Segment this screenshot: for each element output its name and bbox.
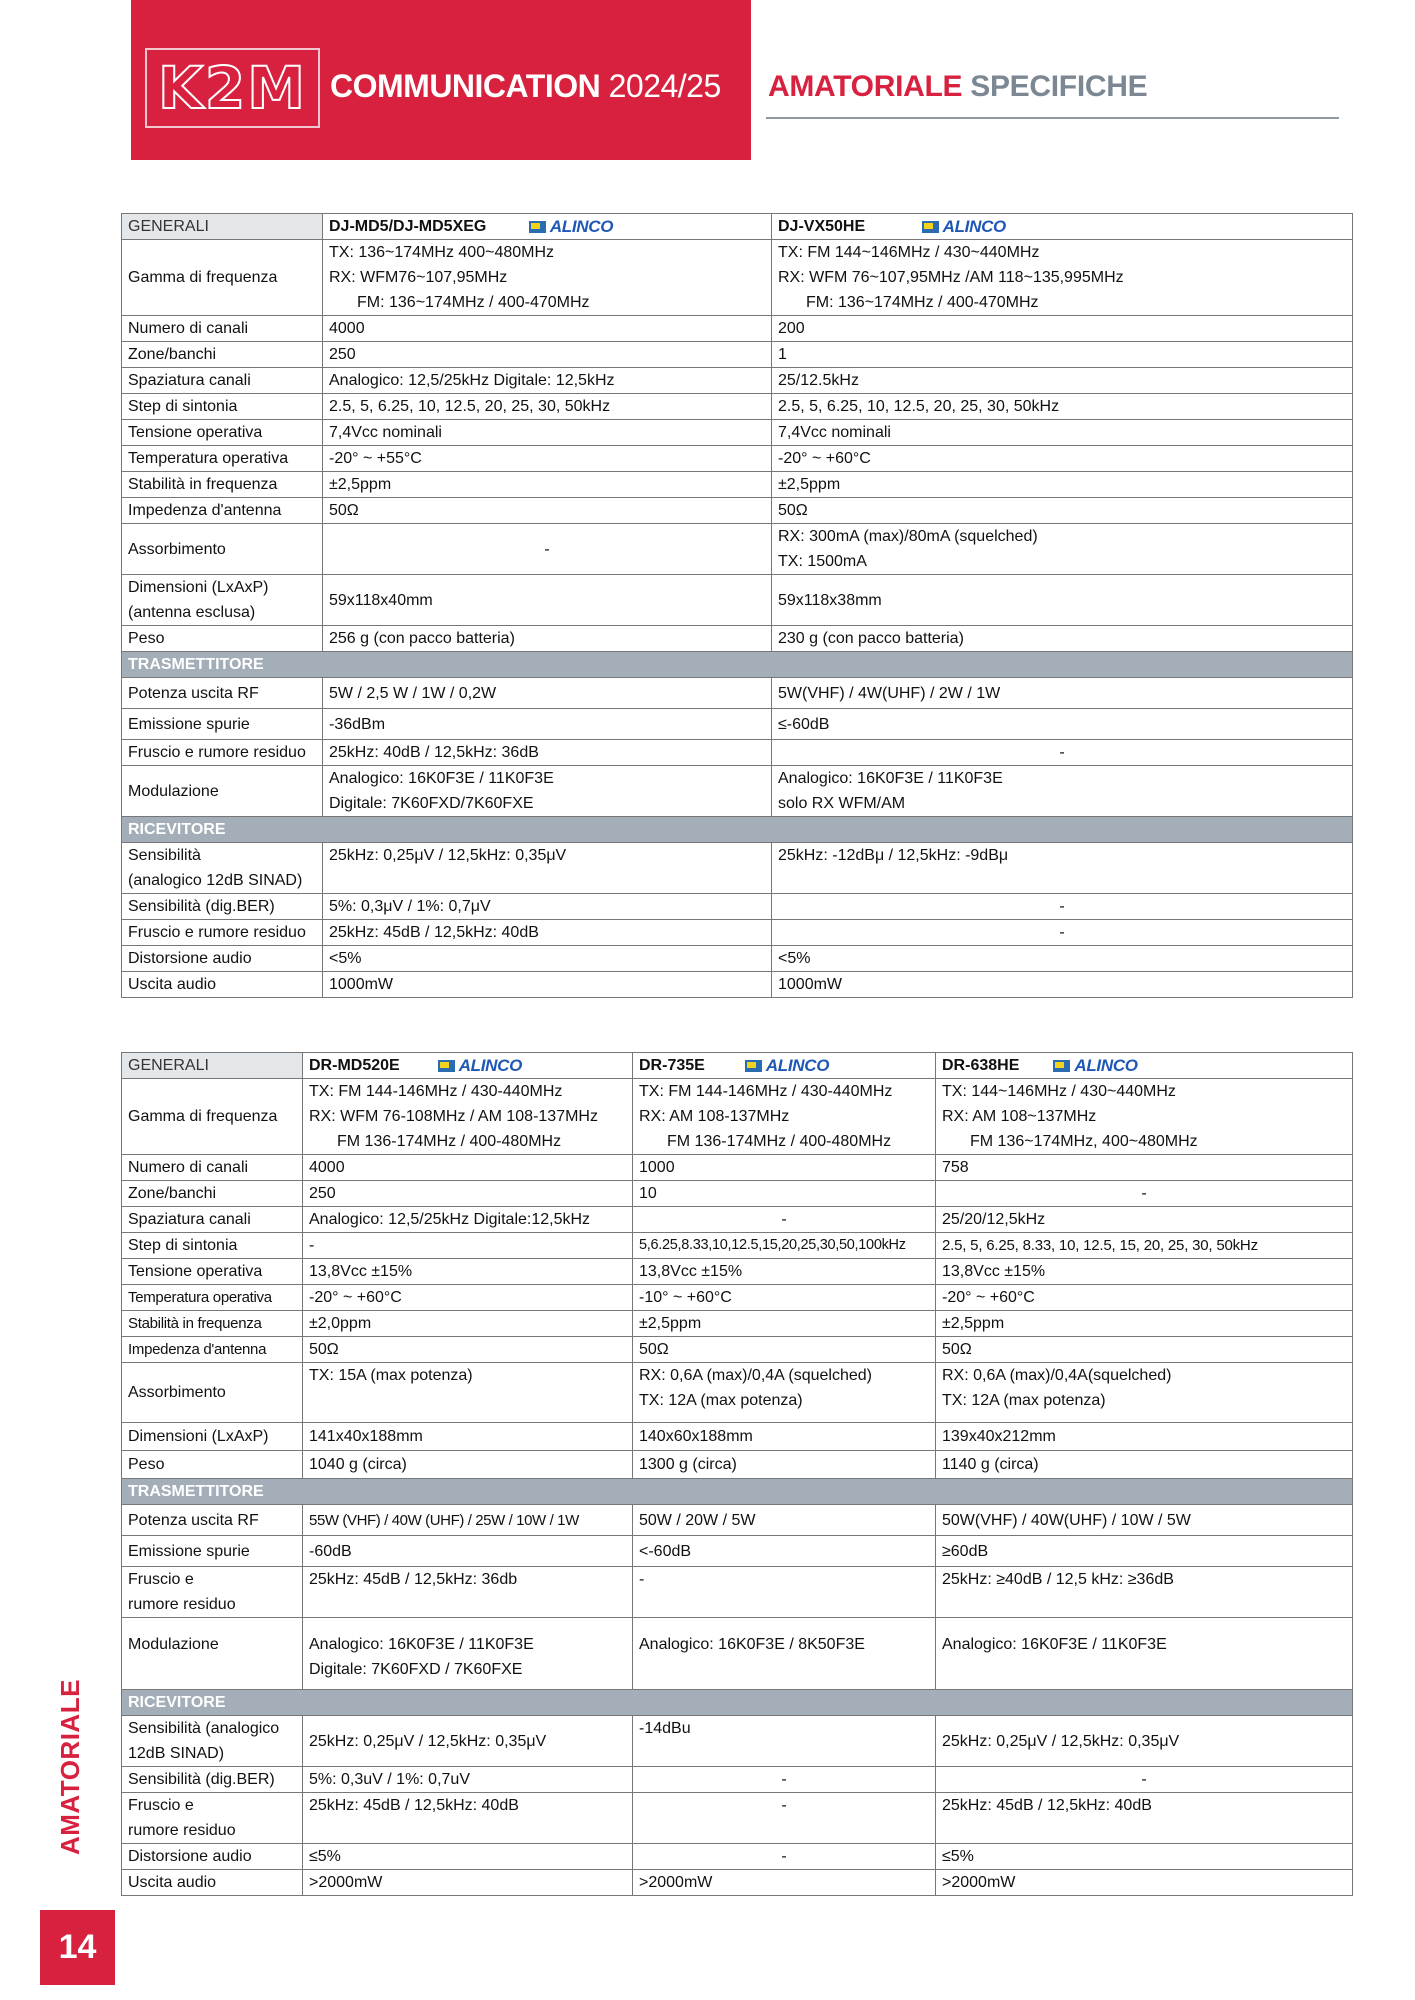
cell: 758 <box>936 1155 1353 1181</box>
cell: 13,8Vcc ±15% <box>936 1259 1353 1285</box>
cell: 140x60x188mm <box>633 1423 936 1451</box>
cell-line: RX: WFM 76~107,95MHz /AM 118~135,995MHz <box>778 269 1124 287</box>
cell: 50Ω <box>323 498 772 524</box>
brand-title-text: COMMUNICATION <box>330 68 601 104</box>
table-row <box>122 1844 1353 1870</box>
cell-line: Sensibilità <box>128 847 201 865</box>
cell: 1300 g (circa) <box>633 1451 936 1479</box>
cell: - <box>936 1181 1353 1207</box>
model-header <box>936 1053 1353 1079</box>
alinco-logo: ALINCO <box>922 214 1006 239</box>
cell: -20° ~ +55°C <box>323 446 772 472</box>
row-label: Fruscio e rumore residuo <box>122 740 323 766</box>
row-label: Assorbimento <box>122 1363 303 1423</box>
row-label: Potenza uscita RF <box>122 1505 303 1536</box>
table-row <box>122 394 1353 420</box>
table-row <box>122 524 1353 575</box>
cell <box>323 766 772 817</box>
table-row <box>122 1618 1353 1690</box>
table-row <box>122 342 1353 368</box>
model-name: DR-638HE <box>942 1057 1020 1074</box>
table-row <box>122 1870 1353 1896</box>
cell-line: RX: WFM76~107,95MHz <box>329 269 508 287</box>
table-row <box>122 972 1353 998</box>
cell: >2000mW <box>633 1870 936 1896</box>
cell: - <box>936 1767 1353 1793</box>
cell: 25kHz: 45dB / 12,5kHz: 40dB <box>323 920 772 946</box>
cell: ±2,5ppm <box>633 1311 936 1337</box>
table-row <box>122 766 1353 817</box>
row-label: Zone/banchi <box>122 342 323 368</box>
cell-line: Analogico: 16K0F3E / 11K0F3E <box>942 1636 1167 1654</box>
table-header-row <box>122 214 1353 240</box>
alinco-flag-icon <box>745 1060 762 1072</box>
table-row <box>122 843 1353 894</box>
cell: - <box>772 894 1353 920</box>
cell <box>772 240 1353 316</box>
cell: 10 <box>633 1181 936 1207</box>
cell: 13,8Vcc ±15% <box>303 1259 633 1285</box>
row-label: Sensibilità (dig.BER) <box>122 1767 303 1793</box>
cell <box>936 1079 1353 1155</box>
row-label: Numero di canali <box>122 1155 303 1181</box>
cell-line: Analogico: 16K0F3E / 11K0F3E <box>309 1636 534 1654</box>
cell-line: RX: AM 108-137MHz <box>639 1108 790 1126</box>
cell: -14dBu <box>633 1716 936 1767</box>
cell: -20° ~ +60°C <box>772 446 1353 472</box>
table-row <box>122 240 1353 316</box>
table-row <box>122 1716 1353 1767</box>
cell: <5% <box>323 946 772 972</box>
table-row <box>122 740 1353 766</box>
cell: ±2,0ppm <box>303 1311 633 1337</box>
cell-line: rumore residuo <box>128 1596 236 1614</box>
model-name: DJ-MD5/DJ-MD5XEG <box>329 218 487 235</box>
cell: 200 <box>772 316 1353 342</box>
section-header-transmitter: TRASMETTITORE <box>122 1479 1353 1505</box>
cell: -36dBm <box>323 709 772 740</box>
cell: -20° ~ +60°C <box>303 1285 633 1311</box>
cell-line: TX: 15A (max potenza) <box>309 1367 473 1385</box>
cell: 4000 <box>303 1155 633 1181</box>
model-name: DR-735E <box>639 1057 705 1074</box>
row-label: Distorsione audio <box>122 1844 303 1870</box>
cell-line: Digitale: 7K60FXD / 7K60FXE <box>309 1661 523 1679</box>
cell: - <box>772 920 1353 946</box>
table-row <box>122 1337 1353 1363</box>
row-label: Emissione spurie <box>122 1536 303 1567</box>
cell-line: 12dB SINAD) <box>128 1745 225 1763</box>
table-row <box>122 420 1353 446</box>
table-row <box>122 946 1353 972</box>
cell: ≥60dB <box>936 1536 1353 1567</box>
cell <box>772 524 1353 575</box>
cell: ±2,5ppm <box>936 1311 1353 1337</box>
k2m-logo <box>145 48 320 128</box>
table-row <box>122 1793 1353 1844</box>
row-label: Potenza uscita RF <box>122 678 323 709</box>
cell: 25/12.5kHz <box>772 368 1353 394</box>
cell: 25kHz: 45dB / 12,5kHz: 40dB <box>936 1793 1353 1844</box>
cell: 59x118x40mm <box>323 575 772 626</box>
section-header-row <box>122 652 1353 678</box>
table-row <box>122 472 1353 498</box>
cell: - <box>303 1233 633 1259</box>
cell: - <box>633 1567 936 1618</box>
table-row <box>122 894 1353 920</box>
cell: 256 g (con pacco batteria) <box>323 626 772 652</box>
cell: 5%: 0,3uV / 1%: 0,7uV <box>303 1767 633 1793</box>
cell: Analogico: 12,5/25kHz Digitale: 12,5kHz <box>323 368 772 394</box>
table-header-row <box>122 1053 1353 1079</box>
cell: ±2,5ppm <box>323 472 772 498</box>
cell: 139x40x212mm <box>936 1423 1353 1451</box>
general-label: GENERALI <box>122 1053 303 1079</box>
row-label: Modulazione <box>122 766 323 817</box>
model-header <box>323 214 772 240</box>
cell: 50W(VHF) / 40W(UHF) / 10W / 5W <box>936 1505 1353 1536</box>
cell-line: TX: 12A (max potenza) <box>942 1392 1106 1410</box>
section-header-row <box>122 817 1353 843</box>
section-title-sub: SPECIFICHE <box>970 70 1148 103</box>
row-label: Sensibilità (dig.BER) <box>122 894 323 920</box>
row-label: Impedenza d'antenna <box>122 1337 303 1363</box>
cell: 50Ω <box>303 1337 633 1363</box>
header-banner <box>131 0 751 160</box>
table-row <box>122 1505 1353 1536</box>
cell: ≤-60dB <box>772 709 1353 740</box>
cell: 1000 <box>633 1155 936 1181</box>
table-row <box>122 498 1353 524</box>
table-row <box>122 1155 1353 1181</box>
model-header <box>772 214 1353 240</box>
cell-line: Analogico: 16K0F3E / 8K50F3E <box>639 1636 865 1654</box>
table-row <box>122 1259 1353 1285</box>
row-label <box>122 1793 303 1844</box>
table-row <box>122 1451 1353 1479</box>
cell: Analogico: 12,5/25kHz Digitale:12,5kHz <box>303 1207 633 1233</box>
cell-line: Fruscio e <box>128 1797 194 1815</box>
row-label <box>122 1567 303 1618</box>
cell: 55W (VHF) / 40W (UHF) / 25W / 10W / 1W <box>303 1505 633 1536</box>
cell: - <box>633 1207 936 1233</box>
table-row <box>122 678 1353 709</box>
row-label <box>122 575 323 626</box>
alinco-logo: ALINCO <box>745 1053 829 1078</box>
row-label: Zone/banchi <box>122 1181 303 1207</box>
row-label: Step di sintonia <box>122 394 323 420</box>
table-row <box>122 626 1353 652</box>
cell-line: TX: 12A (max potenza) <box>639 1392 803 1410</box>
model-header <box>303 1053 633 1079</box>
table-row <box>122 575 1353 626</box>
alinco-flag-icon <box>922 221 939 233</box>
alinco-logo: ALINCO <box>438 1053 522 1078</box>
cell: -10° ~ +60°C <box>633 1285 936 1311</box>
cell: 250 <box>303 1181 633 1207</box>
row-label: Impedenza d'antenna <box>122 498 323 524</box>
row-label: Stabilità in frequenza <box>122 472 323 498</box>
cell <box>323 240 772 316</box>
cell: ≤5% <box>936 1844 1353 1870</box>
cell-line: TX: 1500mA <box>778 553 867 571</box>
table-row <box>122 1207 1353 1233</box>
cell: 50W / 20W / 5W <box>633 1505 936 1536</box>
cell-line: Digitale: 7K60FXD/7K60FXE <box>329 795 534 813</box>
cell <box>633 1079 936 1155</box>
alinco-logo: ALINCO <box>529 214 613 239</box>
cell-line: TX: FM 144-146MHz / 430-440MHz <box>639 1083 893 1101</box>
cell: >2000mW <box>936 1870 1353 1896</box>
cell: 5W(VHF) / 4W(UHF) / 2W / 1W <box>772 678 1353 709</box>
table-row <box>122 1181 1353 1207</box>
row-label <box>122 843 323 894</box>
row-label: Fruscio e rumore residuo <box>122 920 323 946</box>
cell: 50Ω <box>936 1337 1353 1363</box>
cell: 141x40x188mm <box>303 1423 633 1451</box>
cell-line: RX: 0,6A (max)/0,4A(squelched) <box>942 1367 1172 1385</box>
row-label: Gamma di frequenza <box>122 240 323 316</box>
cell: 25kHz: 0,25μV / 12,5kHz: 0,35μV <box>303 1716 633 1767</box>
table-row <box>122 1363 1353 1423</box>
model-name: DJ-VX50HE <box>778 218 866 235</box>
row-label: Temperatura operativa <box>122 1285 303 1311</box>
cell: 5,6.25,8.33,10,12.5,15,20,25,30,50,100kHz <box>633 1233 936 1259</box>
cell: - <box>323 524 772 575</box>
table-row <box>122 316 1353 342</box>
spec-table-handhelds <box>121 213 1353 998</box>
cell: 7,4Vcc nominali <box>772 420 1353 446</box>
cell: - <box>633 1844 936 1870</box>
cell-line: Sensibilità (analogico <box>128 1720 280 1738</box>
cell: - <box>633 1767 936 1793</box>
cell <box>772 766 1353 817</box>
cell <box>303 1079 633 1155</box>
cell: - <box>633 1793 936 1844</box>
cell: >2000mW <box>303 1870 633 1896</box>
row-label: Distorsione audio <box>122 946 323 972</box>
logo-text: K2M <box>157 54 308 122</box>
cell-line: FM: 136~174MHz / 400-470MHz <box>357 294 590 312</box>
row-label: Modulazione <box>122 1618 303 1690</box>
cell: 5W / 2,5 W / 1W / 0,2W <box>323 678 772 709</box>
row-label: Temperatura operativa <box>122 446 323 472</box>
cell: 7,4Vcc nominali <box>323 420 772 446</box>
model-header <box>633 1053 936 1079</box>
table-row <box>122 1285 1353 1311</box>
table-row <box>122 709 1353 740</box>
alinco-flag-icon <box>529 221 546 233</box>
row-label: Uscita audio <box>122 1870 303 1896</box>
cell-line: RX: 0,6A (max)/0,4A (squelched) <box>639 1367 872 1385</box>
cell: 50Ω <box>633 1337 936 1363</box>
cell: 4000 <box>323 316 772 342</box>
table-row <box>122 1079 1353 1155</box>
cell <box>633 1363 936 1423</box>
row-label: Step di sintonia <box>122 1233 303 1259</box>
cell: 1040 g (circa) <box>303 1451 633 1479</box>
section-header-row <box>122 1479 1353 1505</box>
table-row <box>122 1311 1353 1337</box>
cell: 230 g (con pacco batteria) <box>772 626 1353 652</box>
cell-line: FM 136-174MHz / 400-480MHz <box>337 1133 562 1151</box>
row-label: Emissione spurie <box>122 709 323 740</box>
cell <box>633 1618 936 1690</box>
row-label: Tensione operativa <box>122 420 323 446</box>
cell: 25kHz: 45dB / 12,5kHz: 36db <box>303 1567 633 1618</box>
cell-line: solo RX WFM/AM <box>778 795 906 813</box>
cell-line: (antenna esclusa) <box>128 604 256 622</box>
cell: 1140 g (circa) <box>936 1451 1353 1479</box>
row-label: Spaziatura canali <box>122 368 323 394</box>
cell: 2.5, 5, 6.25, 8.33, 10, 12.5, 15, 20, 25, 30, 50kHz <box>936 1233 1353 1259</box>
table-row <box>122 446 1353 472</box>
cell: 25kHz: 0,25μV / 12,5kHz: 0,35μV <box>936 1716 1353 1767</box>
cell-line: (analogico 12dB SINAD) <box>128 872 303 890</box>
cell: - <box>772 740 1353 766</box>
cell: 25kHz: ≥40dB / 12,5 kHz: ≥36dB <box>936 1567 1353 1618</box>
cell-line: Analogico: 16K0F3E / 11K0F3E <box>778 770 1003 788</box>
cell <box>936 1618 1353 1690</box>
row-label: Stabilità in frequenza <box>122 1311 303 1337</box>
row-label: Tensione operativa <box>122 1259 303 1285</box>
table-row <box>122 368 1353 394</box>
header-divider <box>766 117 1339 119</box>
cell: 59x118x38mm <box>772 575 1353 626</box>
row-label: Uscita audio <box>122 972 323 998</box>
cell-line: TX: 136~174MHz 400~480MHz <box>329 244 555 262</box>
cell: 2.5, 5, 6.25, 10, 12.5, 20, 25, 30, 50kHz <box>323 394 772 420</box>
row-label: Spaziatura canali <box>122 1207 303 1233</box>
table-row <box>122 1233 1353 1259</box>
row-label: Peso <box>122 626 323 652</box>
row-label: Assorbimento <box>122 524 323 575</box>
cell: 25kHz: 45dB / 12,5kHz: 40dB <box>303 1793 633 1844</box>
cell: 25/20/12,5kHz <box>936 1207 1353 1233</box>
cell-line: RX: WFM 76-108MHz / AM 108-137MHz <box>309 1108 598 1126</box>
cell-line: TX: FM 144-146MHz / 430-440MHz <box>309 1083 563 1101</box>
cell-line: TX: FM 144~146MHz / 430~440MHz <box>778 244 1040 262</box>
cell: ≤5% <box>303 1844 633 1870</box>
row-label: Gamma di frequenza <box>122 1079 303 1155</box>
cell: 1000mW <box>772 972 1353 998</box>
table-row <box>122 1536 1353 1567</box>
cell: 25kHz: 0,25μV / 12,5kHz: 0,35μV <box>323 843 772 894</box>
table-row <box>122 1423 1353 1451</box>
row-label <box>122 1716 303 1767</box>
section-header-row <box>122 1690 1353 1716</box>
alinco-logo: ALINCO <box>1053 1053 1137 1078</box>
brand-year: 2024/25 <box>608 68 721 104</box>
cell-line: TX: 144~146MHz / 430~440MHz <box>942 1083 1176 1101</box>
table-row <box>122 920 1353 946</box>
cell: <5% <box>772 946 1353 972</box>
cell: -60dB <box>303 1536 633 1567</box>
cell: 5%: 0,3μV / 1%: 0,7μV <box>323 894 772 920</box>
cell: 1 <box>772 342 1353 368</box>
cell: -20° ~ +60°C <box>936 1285 1353 1311</box>
cell <box>936 1363 1353 1423</box>
page-number: 14 <box>40 1910 115 1985</box>
cell-line: Fruscio e <box>128 1571 194 1589</box>
cell-line: FM 136-174MHz / 400-480MHz <box>667 1133 892 1151</box>
brand-title <box>330 68 721 105</box>
spec-table-mobiles <box>121 1052 1353 1896</box>
cell: 250 <box>323 342 772 368</box>
row-label: Dimensioni (LxAxP) <box>122 1423 303 1451</box>
cell: 25kHz: 40dB / 12,5kHz: 36dB <box>323 740 772 766</box>
cell <box>303 1363 633 1423</box>
cell: 1000mW <box>323 972 772 998</box>
cell-line: Dimensioni (LxAxP) <box>128 579 269 597</box>
cell <box>303 1618 633 1690</box>
model-name: DR-MD520E <box>309 1057 400 1074</box>
row-label: Numero di canali <box>122 316 323 342</box>
row-label: Peso <box>122 1451 303 1479</box>
alinco-flag-icon <box>438 1060 455 1072</box>
cell: 50Ω <box>772 498 1353 524</box>
side-section-label: AMATORIALE <box>55 1679 85 1855</box>
cell-line: FM: 136~174MHz / 400-470MHz <box>806 294 1039 312</box>
table-row <box>122 1567 1353 1618</box>
section-header-transmitter: TRASMETTITORE <box>122 652 1353 678</box>
cell-line: RX: 300mA (max)/80mA (squelched) <box>778 528 1038 546</box>
cell-line: RX: AM 108~137MHz <box>942 1108 1097 1126</box>
section-title <box>768 70 1147 104</box>
cell: 13,8Vcc ±15% <box>633 1259 936 1285</box>
table-row <box>122 1767 1353 1793</box>
cell: ±2,5ppm <box>772 472 1353 498</box>
alinco-flag-icon <box>1053 1060 1070 1072</box>
section-title-main: AMATORIALE <box>768 70 963 103</box>
cell: 25kHz: -12dBμ / 12,5kHz: -9dBμ <box>772 843 1353 894</box>
section-header-receiver: RICEVITORE <box>122 817 1353 843</box>
section-header-receiver: RICEVITORE <box>122 1690 1353 1716</box>
general-label: GENERALI <box>122 214 323 240</box>
cell-line: rumore residuo <box>128 1822 236 1840</box>
cell-line: FM 136~174MHz, 400~480MHz <box>970 1133 1198 1151</box>
cell-line: Analogico: 16K0F3E / 11K0F3E <box>329 770 554 788</box>
cell: <-60dB <box>633 1536 936 1567</box>
cell: 2.5, 5, 6.25, 10, 12.5, 20, 25, 30, 50kHz <box>772 394 1353 420</box>
